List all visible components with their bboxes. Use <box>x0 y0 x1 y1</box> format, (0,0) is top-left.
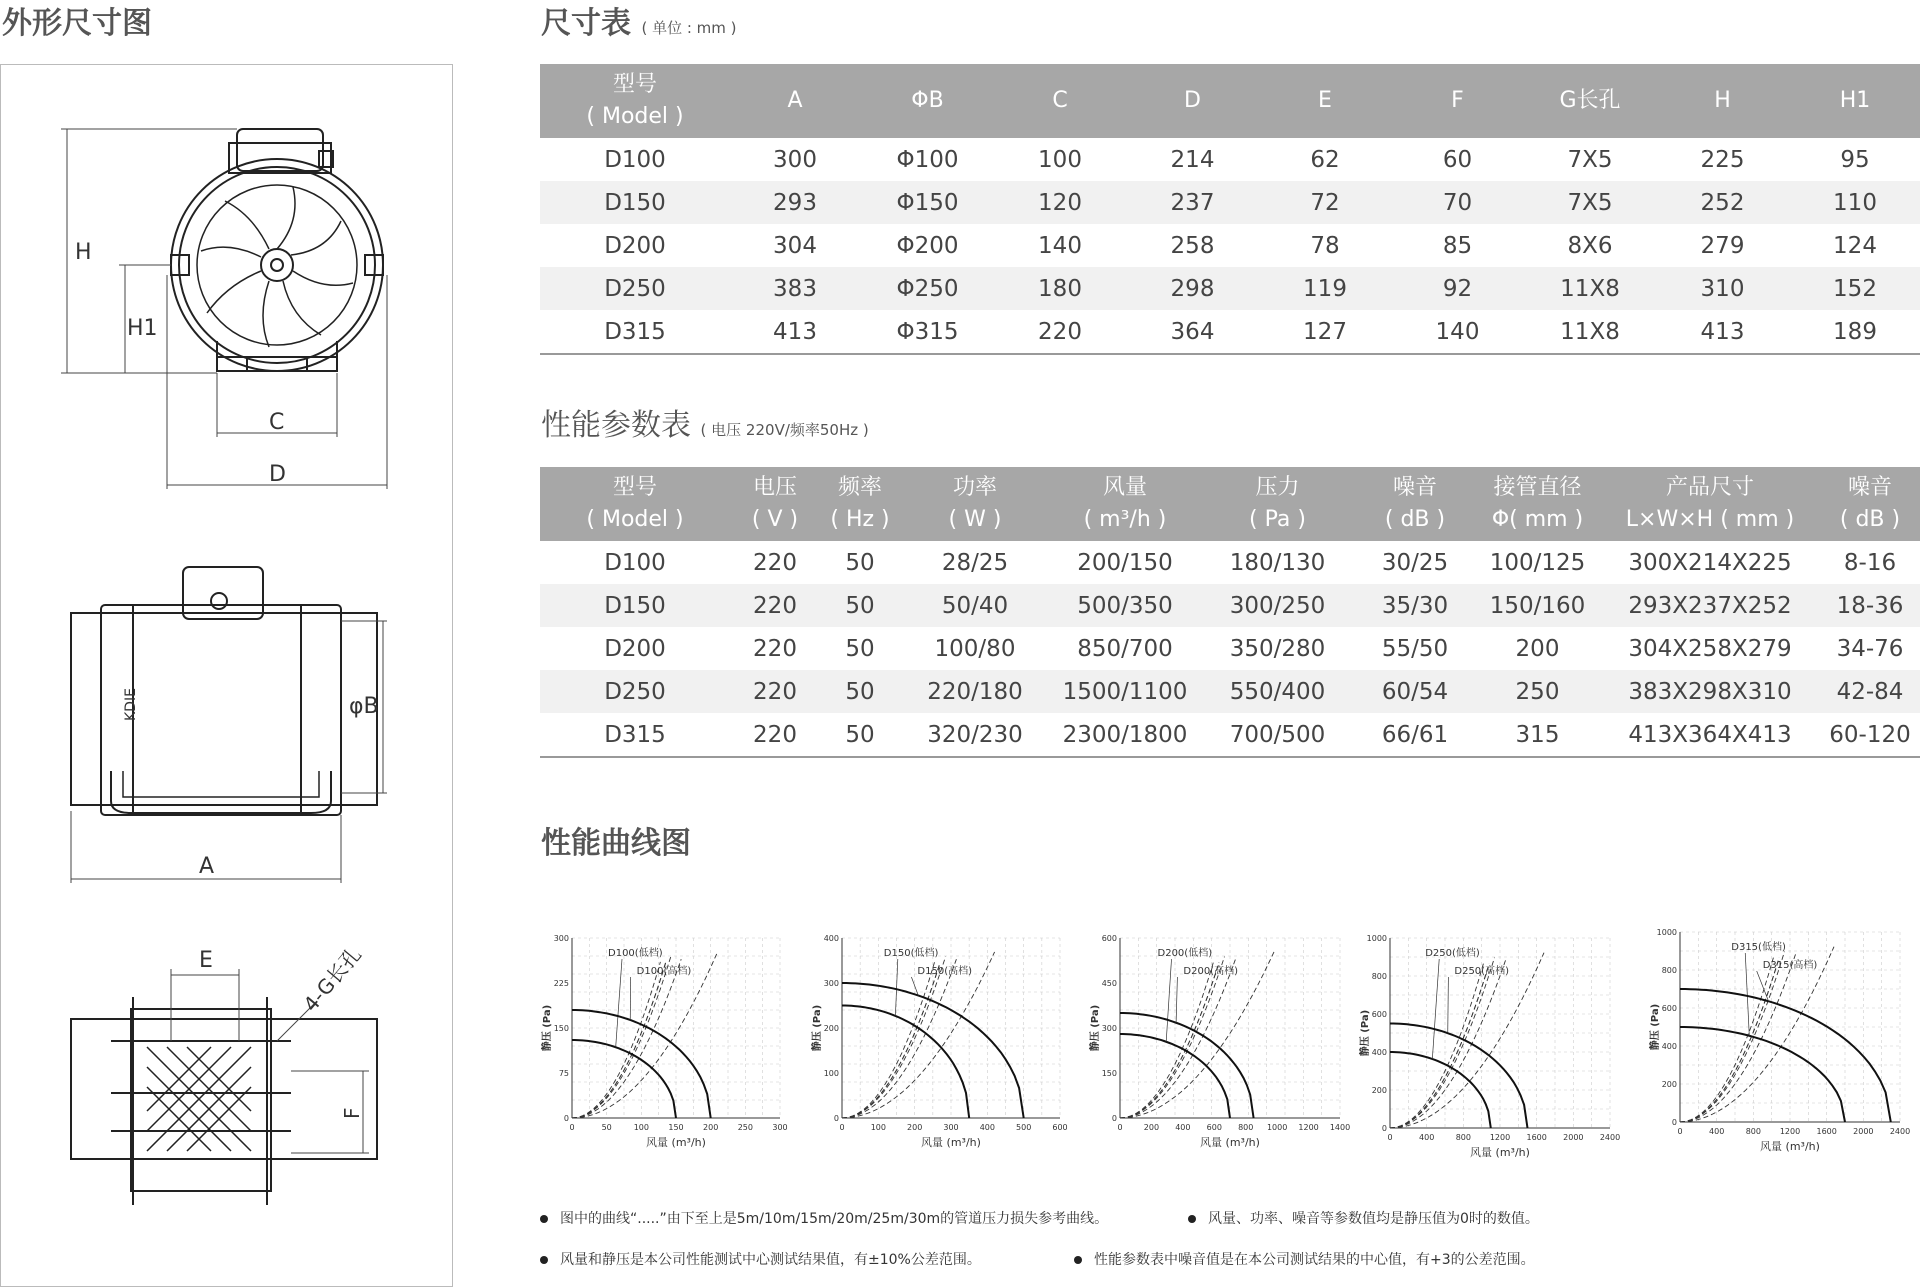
table-cell: 11X8 <box>1525 310 1655 354</box>
x-tick-label: 50 <box>601 1123 612 1132</box>
x-tick-label: 600 <box>1206 1123 1222 1132</box>
table-cell: 310 <box>1655 267 1790 310</box>
dimension-table <box>540 64 1920 355</box>
table-cell: 250 <box>1475 670 1600 713</box>
table-cell: 92 <box>1390 267 1525 310</box>
x-tick-label: 800 <box>1238 1123 1254 1132</box>
dimension_table-header-9: H1 <box>1790 64 1920 138</box>
table-cell: 304X258X279 <box>1628 635 1792 662</box>
table-cell: 66/61 <box>1355 713 1475 757</box>
performance_table-header-5: 压力 ( Pa ) <box>1200 467 1355 541</box>
dimension_table-header-1: A <box>730 64 860 138</box>
table-cell: 413X364X413 <box>1600 713 1820 757</box>
bullet-icon <box>540 1256 548 1264</box>
fan-drawings <box>1 65 451 1285</box>
performance_table-header-9: 噪音 ( dB ) <box>1820 467 1920 541</box>
x-tick-label: 1200 <box>1779 1127 1801 1136</box>
x-tick-label: 0 <box>569 1123 575 1132</box>
x-tick-label: 300 <box>943 1123 959 1132</box>
dimension_table-header-2: ΦB <box>860 64 995 138</box>
table-row <box>540 138 1920 181</box>
table-cell: D200 <box>604 232 666 259</box>
series-label: D250(高档) <box>1454 966 1509 977</box>
table-cell: 220 <box>753 635 797 662</box>
table-cell: 220 <box>753 549 797 576</box>
table-cell: Φ250 <box>860 267 995 310</box>
table-cell: 110 <box>1790 181 1920 224</box>
fan-curve <box>1680 1027 1845 1122</box>
dimension_table-header-4: D <box>1125 64 1260 138</box>
label-leader <box>1745 953 1749 1036</box>
table-cell: 8X6 <box>1567 232 1613 259</box>
table-cell: 180 <box>995 267 1125 310</box>
table-cell: 85 <box>1442 232 1473 259</box>
bullet-icon <box>1188 1215 1196 1223</box>
performance_table-header-0: 型号 ( Model ) <box>540 467 730 541</box>
y-tick-label: 100 <box>823 1069 839 1078</box>
table-row <box>540 267 1920 310</box>
x-tick-label: 200 <box>907 1123 923 1132</box>
table-row <box>540 713 1920 757</box>
table-cell: 7X5 <box>1525 181 1655 224</box>
series-label: D100(高档) <box>636 966 692 977</box>
label-h1: H1 <box>127 316 158 341</box>
table-cell: 252 <box>1655 181 1790 224</box>
x-tick-label: 200 <box>1143 1123 1160 1132</box>
label-h: H <box>75 240 92 265</box>
x-tick-label: 800 <box>1455 1133 1471 1142</box>
table-cell: 127 <box>1260 310 1390 354</box>
table-cell: 8-16 <box>1843 549 1897 576</box>
table-cell: 150/160 <box>1475 584 1600 627</box>
table-cell: 42-84 <box>1820 670 1920 713</box>
table-cell: 34-76 <box>1836 635 1904 662</box>
label-f: F <box>340 1107 364 1119</box>
series-label: D150(高档) <box>917 966 973 977</box>
y-tick-label: 0 <box>563 1114 569 1123</box>
table-cell: 2300/1800 <box>1050 713 1200 757</box>
x-tick-label: 200 <box>703 1123 719 1132</box>
table-cell: 189 <box>1790 310 1920 354</box>
table-cell: 293 <box>730 181 860 224</box>
duct-loss-curve <box>1680 947 1834 1122</box>
table-cell: 180/130 <box>1229 549 1326 576</box>
x-tick-label: 800 <box>1745 1127 1761 1136</box>
y-tick-label: 600 <box>1371 1010 1387 1019</box>
y-tick-label: 200 <box>1371 1086 1387 1095</box>
label-c: C <box>269 410 285 435</box>
x-tick-label: 0 <box>1117 1123 1123 1132</box>
duct-loss-curve <box>842 963 940 1118</box>
y-axis-label: 静压 (Pa) <box>542 1004 553 1052</box>
curve-chart-1 <box>540 930 790 1160</box>
table-cell: Φ150 <box>860 181 995 224</box>
table-row <box>540 310 1920 354</box>
dimension_table-header-8: H <box>1655 64 1790 138</box>
series-label: D200(高档) <box>1183 966 1238 977</box>
outline-drawing-panel <box>0 64 453 1287</box>
table-cell: 60-120 <box>1820 713 1920 757</box>
table-cell: 200/150 <box>1077 549 1173 576</box>
performance-table-title: 性能参数表 ( 电压 220V/频率50Hz ) <box>541 408 869 443</box>
table-cell: 100/80 <box>934 635 1016 662</box>
x-tick-label: 250 <box>737 1123 753 1132</box>
table-cell: 60 <box>1442 146 1473 173</box>
table-cell: 50 <box>845 635 875 662</box>
table-cell: 124 <box>1833 232 1877 259</box>
table-cell: 350/280 <box>1229 635 1326 662</box>
table-cell: 50 <box>845 549 875 576</box>
x-tick-label: 2400 <box>1599 1133 1620 1142</box>
table-cell: D100 <box>604 146 666 173</box>
table-cell: 50/40 <box>900 584 1050 627</box>
series-label: D150(低档) <box>883 948 939 959</box>
label-g: 4-G长孔 <box>298 942 366 1017</box>
label-leader <box>616 959 622 1047</box>
table-cell: 220 <box>730 713 820 757</box>
y-tick-label: 0 <box>833 1114 839 1123</box>
x-axis-label: 风量 (m³/h) <box>1760 1140 1820 1153</box>
table-cell: 200 <box>1515 635 1560 662</box>
y-axis-label: 静压 (Pa) <box>1360 1009 1371 1057</box>
curve-chart-5 <box>1648 924 1910 1164</box>
x-tick-label: 1000 <box>1266 1123 1288 1132</box>
table-cell: 550/400 <box>1200 670 1355 713</box>
performance-unit: ( 电压 220V/频率50Hz ) <box>700 421 869 439</box>
table-cell: 18-36 <box>1820 584 1920 627</box>
table-cell: 700/500 <box>1200 713 1355 757</box>
label-d: D <box>269 462 286 487</box>
table-cell: 152 <box>1790 267 1920 310</box>
table-cell: 237 <box>1125 181 1260 224</box>
table-cell: 220 <box>995 310 1125 354</box>
x-tick-label: 2000 <box>1563 1133 1584 1142</box>
label-leader <box>1166 959 1171 1042</box>
curve-chart-4 <box>1358 930 1620 1170</box>
table-cell: 383 <box>730 267 860 310</box>
table-cell: 119 <box>1260 267 1390 310</box>
table-row <box>540 181 1920 224</box>
duct-loss-curve <box>1680 952 1785 1122</box>
x-tick-label: 400 <box>979 1123 995 1132</box>
duct-loss-curve <box>842 963 940 1119</box>
dimension_table-header-7: G长孔 <box>1525 64 1655 138</box>
table-cell: D315 <box>540 310 730 354</box>
table-row <box>540 670 1920 713</box>
table-cell: Φ315 <box>860 310 995 354</box>
duct-loss-curve <box>842 962 935 1118</box>
table-cell: 220 <box>730 670 820 713</box>
y-axis-label: 静压 (Pa) <box>1090 1004 1101 1052</box>
y-tick-label: 450 <box>1101 979 1117 988</box>
series-label: D100(低档) <box>608 948 663 959</box>
table-cell: 50 <box>820 670 900 713</box>
curve-chart-3 <box>1088 930 1350 1160</box>
fan-curve <box>1390 1024 1528 1129</box>
label-leader <box>1448 977 1449 1033</box>
table-cell: 500/350 <box>1050 584 1200 627</box>
table-cell: 220 <box>730 584 820 627</box>
table-cell: 120 <box>995 181 1125 224</box>
y-tick-label: 400 <box>1371 1048 1387 1057</box>
x-tick-label: 2000 <box>1853 1127 1874 1136</box>
table-cell: 364 <box>1125 310 1260 354</box>
table-cell: 315 <box>1475 713 1600 757</box>
table-cell: 413 <box>730 310 860 354</box>
table-cell: D250 <box>540 267 730 310</box>
x-tick-label: 1200 <box>1489 1133 1511 1142</box>
y-tick-label: 800 <box>1371 972 1387 981</box>
label-leader <box>895 959 897 1016</box>
x-tick-label: 1400 <box>1329 1123 1350 1132</box>
table-cell: 304 <box>773 232 817 259</box>
y-tick-label: 400 <box>823 934 839 943</box>
y-axis-label: 静压 (Pa) <box>812 1004 823 1052</box>
table-cell: 298 <box>1125 267 1260 310</box>
table-cell: D250 <box>540 670 730 713</box>
table-cell: 413 <box>1655 310 1790 354</box>
series-label: D315(低档) <box>1731 942 1786 953</box>
table-cell: 300/250 <box>1200 584 1355 627</box>
x-tick-label: 300 <box>772 1123 788 1132</box>
bullet-icon <box>1074 1256 1082 1264</box>
table-row <box>540 224 1920 267</box>
table-row <box>540 627 1920 670</box>
y-tick-label: 150 <box>1101 1069 1117 1078</box>
table-cell: 50 <box>820 584 900 627</box>
table-cell: 140 <box>1038 232 1082 259</box>
duct-loss-curve <box>572 957 671 1118</box>
performance_table-header-7: 接管直径 Φ( mm ) <box>1475 467 1600 541</box>
label-b: φB <box>349 694 379 719</box>
x-axis-label: 风量 (m³/h) <box>646 1136 706 1149</box>
table-cell: Φ200 <box>896 232 959 259</box>
y-tick-label: 600 <box>1661 1004 1677 1013</box>
fan-curve <box>1680 989 1891 1122</box>
x-tick-label: 2400 <box>1889 1127 1910 1136</box>
table-cell: 293X237X252 <box>1600 584 1820 627</box>
dimension_table-header-0: 型号 ( Model ) <box>540 64 730 138</box>
x-tick-label: 500 <box>1016 1123 1032 1132</box>
y-axis-label: 静压 (Pa) <box>1650 1003 1661 1051</box>
dimension-unit: ( 单位 : mm ) <box>641 19 737 37</box>
note-3: 风量和静压是本公司性能测试中心测试结果值，有±10%公差范围。 <box>540 1249 981 1269</box>
table-cell: 50 <box>820 713 900 757</box>
x-tick-label: 600 <box>1052 1123 1068 1132</box>
table-cell: 258 <box>1170 232 1215 259</box>
table-cell: 279 <box>1700 232 1745 259</box>
curves-title: 性能曲线图 <box>541 826 691 861</box>
table-cell: 72 <box>1260 181 1390 224</box>
table-cell: 214 <box>1170 146 1215 173</box>
duct-loss-curve <box>1390 963 1484 1128</box>
y-tick-label: 0 <box>1381 1124 1387 1133</box>
table-cell: 55/50 <box>1381 635 1449 662</box>
brand-mark: KDIE <box>123 688 139 721</box>
duct-loss-curve <box>1390 958 1495 1128</box>
x-tick-label: 1200 <box>1298 1123 1319 1132</box>
x-tick-label: 0 <box>1677 1127 1683 1136</box>
fan-curve <box>842 1006 969 1119</box>
y-tick-label: 400 <box>1661 1042 1677 1051</box>
duct-loss-curve <box>1120 957 1225 1118</box>
note-4: 性能参数表中噪音值是在本公司测试结果的中心值，有+3的公差范围。 <box>1074 1249 1535 1269</box>
table-cell: 30/25 <box>1381 549 1449 576</box>
performance_table-header-4: 风量 ( m³/h ) <box>1050 467 1200 541</box>
x-tick-label: 1600 <box>1816 1127 1837 1136</box>
y-tick-label: 300 <box>1101 1024 1117 1033</box>
table-cell: 70 <box>1390 181 1525 224</box>
performance_table-header-3: 功率 ( W ) <box>900 467 1050 541</box>
series-label: D250(低档) <box>1425 948 1480 959</box>
label-leader <box>1757 971 1769 1001</box>
series-label: D315(高档) <box>1762 960 1818 971</box>
performance_table-header-1: 电压 ( V ) <box>730 467 820 541</box>
x-tick-label: 0 <box>839 1123 845 1132</box>
table-cell: Φ100 <box>896 146 959 173</box>
table-cell: 28/25 <box>941 549 1009 576</box>
table-cell: 300X214X225 <box>1628 549 1792 576</box>
y-tick-label: 1000 <box>1366 934 1387 943</box>
table-cell: D150 <box>540 181 730 224</box>
table-cell: 35/30 <box>1355 584 1475 627</box>
table-cell: D200 <box>604 635 666 662</box>
dimension_table-header-5: E <box>1260 64 1390 138</box>
label-a: A <box>199 854 215 879</box>
y-tick-label: 1000 <box>1656 928 1677 937</box>
table-cell: 140 <box>1390 310 1525 354</box>
x-axis-label: 风量 (m³/h) <box>1470 1146 1530 1159</box>
y-tick-label: 200 <box>1661 1080 1677 1089</box>
table-cell: 95 <box>1840 146 1870 173</box>
y-tick-label: 0 <box>1671 1118 1677 1127</box>
y-tick-label: 300 <box>823 979 839 988</box>
y-tick-label: 300 <box>553 934 569 943</box>
table-cell: 220/180 <box>900 670 1050 713</box>
performance-table <box>540 467 1920 758</box>
duct-loss-curve <box>1120 962 1214 1118</box>
label-leader <box>1432 959 1439 1059</box>
table-cell: D150 <box>540 584 730 627</box>
dimension-table-title: 尺寸表 ( 单位 : mm ) <box>541 6 737 41</box>
x-tick-label: 100 <box>870 1123 886 1132</box>
table-cell: 60/54 <box>1355 670 1475 713</box>
table-cell: 78 <box>1310 232 1340 259</box>
x-tick-label: 400 <box>1419 1133 1435 1142</box>
table-cell: 100 <box>1038 146 1082 173</box>
x-tick-label: 400 <box>1709 1127 1725 1136</box>
table-cell: 7X5 <box>1567 146 1613 173</box>
x-tick-label: 400 <box>1175 1123 1191 1132</box>
duct-loss-curve <box>1120 959 1236 1118</box>
bullet-icon <box>540 1215 548 1223</box>
note-1: 图中的曲线“.....”由下至上是5m/10m/15m/20m/25m/30m的管道压力损失参考曲线。 <box>540 1208 1108 1228</box>
table-cell: 320/230 <box>900 713 1050 757</box>
x-axis-label: 风量 (m³/h) <box>921 1136 981 1149</box>
table-cell: 383X298X310 <box>1600 670 1820 713</box>
performance_table-header-6: 噪音 ( dB ) <box>1355 467 1475 541</box>
x-tick-label: 0 <box>1387 1133 1393 1142</box>
x-tick-label: 100 <box>633 1123 649 1132</box>
table-cell: 62 <box>1310 146 1340 173</box>
table-cell: 100/125 <box>1489 549 1586 576</box>
x-axis-label: 风量 (m³/h) <box>1200 1136 1260 1149</box>
table-row <box>540 541 1920 584</box>
dimension_table-header-6: F <box>1390 64 1525 138</box>
curve-chart-2 <box>810 930 1070 1160</box>
table-cell: 225 <box>1700 146 1745 173</box>
table-cell: D315 <box>540 713 730 757</box>
table-row <box>540 584 1920 627</box>
x-tick-label: 150 <box>668 1123 684 1132</box>
dimension_table-header-3: C <box>995 64 1125 138</box>
fan-curve <box>842 983 1024 1118</box>
performance_table-header-2: 频率 ( Hz ) <box>820 467 900 541</box>
table-cell: 300 <box>773 146 817 173</box>
outline-title: 外形尺寸图 <box>2 6 152 41</box>
y-tick-label: 0 <box>1111 1114 1117 1123</box>
performance_table-header-8: 产品尺寸 L×W×H ( mm ) <box>1600 467 1820 541</box>
table-cell: D100 <box>604 549 666 576</box>
table-cell: 1500/1100 <box>1050 670 1200 713</box>
y-tick-label: 200 <box>823 1024 839 1033</box>
y-tick-label: 75 <box>558 1069 569 1078</box>
y-tick-label: 600 <box>1101 934 1117 943</box>
y-tick-label: 800 <box>1661 966 1677 975</box>
label-e: E <box>199 948 213 973</box>
x-tick-label: 1600 <box>1526 1133 1547 1142</box>
y-tick-label: 150 <box>553 1024 569 1033</box>
table-cell: 11X8 <box>1525 267 1655 310</box>
table-cell: 850/700 <box>1077 635 1173 662</box>
y-tick-label: 225 <box>553 979 569 988</box>
series-label: D200(低档) <box>1157 948 1213 959</box>
label-leader <box>1176 977 1177 1023</box>
note-2: 风量、功率、噪音等参数值均是静压值为0时的数值。 <box>1188 1208 1539 1228</box>
